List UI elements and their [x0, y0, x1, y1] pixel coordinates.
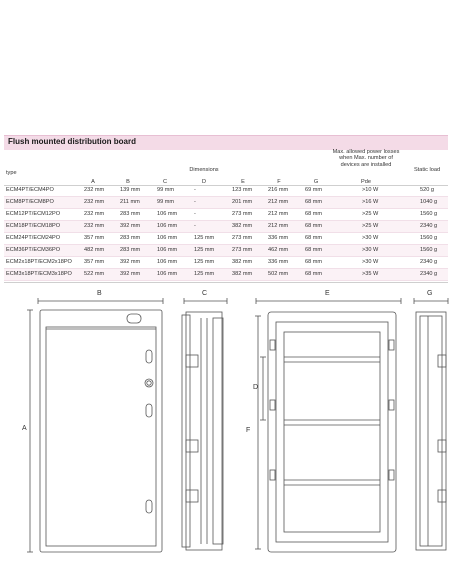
- cell-e: 273 mm: [232, 235, 253, 241]
- cell-c: 106 mm: [157, 223, 178, 229]
- header-type: type: [6, 170, 17, 176]
- cell-c: 106 mm: [157, 211, 178, 217]
- cell-type: ECM2x18PT/ECM2x18PO: [6, 259, 72, 265]
- label-b: B: [97, 290, 102, 297]
- cell-d: -: [194, 199, 196, 205]
- cell-load: 1560 g: [420, 211, 438, 217]
- cell-g: 68 mm: [305, 235, 323, 241]
- cell-pde: >30 W: [362, 259, 379, 265]
- cell-c: 106 mm: [157, 247, 178, 253]
- cell-f: 212 mm: [268, 223, 289, 229]
- section-title: Flush mounted distribution board: [8, 137, 136, 146]
- cell-e: 382 mm: [232, 259, 253, 265]
- header-max-power: Max. allowed power losses when Max. number of devices are installed: [332, 149, 400, 168]
- cell-load: 2340 g: [420, 259, 438, 265]
- label-a: A: [22, 425, 27, 432]
- cell-f: 212 mm: [268, 199, 289, 205]
- header-col-a: A: [91, 179, 95, 185]
- cell-e: 382 mm: [232, 271, 253, 277]
- cell-e: 201 mm: [232, 199, 253, 205]
- cell-type: ECM24PT/ECM24PO: [6, 235, 61, 241]
- cell-g: 68 mm: [305, 211, 323, 217]
- cell-load: 1560 g: [420, 247, 438, 253]
- side-view-drawing: [182, 298, 227, 550]
- cell-load: 1040 g: [420, 199, 438, 205]
- cell-c: 106 mm: [157, 271, 178, 277]
- cell-load: 2340 g: [420, 271, 438, 277]
- cell-g: 68 mm: [305, 259, 323, 265]
- cell-d: -: [194, 211, 196, 217]
- cell-a: 522 mm: [84, 271, 105, 277]
- cell-type: ECM3x18PT/ECM3x18PO: [6, 271, 72, 277]
- cell-type: ECM18PT/ECM18PO: [6, 223, 61, 229]
- cell-d: 125 mm: [194, 235, 215, 241]
- cell-b: 211 mm: [120, 199, 140, 205]
- header-col-g: G: [313, 179, 319, 185]
- header-pde: Pde: [361, 179, 371, 185]
- cell-load: 520 g: [420, 187, 434, 193]
- cell-e: 273 mm: [232, 211, 253, 217]
- cell-type: ECM36PT/ECM36PO: [6, 247, 61, 253]
- cell-pde: >25 W: [362, 211, 379, 217]
- label-c: C: [202, 290, 208, 297]
- cell-g: 69 mm: [305, 187, 323, 193]
- label-g: G: [427, 290, 433, 297]
- cell-b: 139 mm: [120, 187, 141, 193]
- cell-e: 123 mm: [232, 187, 253, 193]
- header-col-b: B: [126, 179, 130, 185]
- cell-type: ECM8PT/ECM8PO: [6, 199, 54, 205]
- cell-a: 357 mm: [84, 235, 105, 241]
- cell-f: 216 mm: [268, 187, 289, 193]
- cell-d: 125 mm: [194, 271, 215, 277]
- cell-b: 392 mm: [120, 259, 141, 265]
- cell-a: 482 mm: [84, 247, 105, 253]
- cell-d: 125 mm: [194, 247, 215, 253]
- header-col-e: E: [241, 179, 245, 185]
- back-view-drawing: [255, 298, 401, 552]
- front-view-drawing: [27, 298, 163, 552]
- cell-f: 502 mm: [268, 271, 289, 277]
- cell-f: 336 mm: [268, 235, 289, 241]
- cell-g: 68 mm: [305, 271, 323, 277]
- cell-a: 357 mm: [84, 259, 105, 265]
- depth-view-drawing: [414, 298, 448, 550]
- cell-c: 99 mm: [157, 187, 175, 193]
- cell-b: 283 mm: [120, 211, 141, 217]
- header-col-f: F: [277, 179, 281, 185]
- cell-pde: >10 W: [362, 187, 379, 193]
- cell-pde: >35 W: [362, 271, 379, 277]
- cell-pde: >16 W: [362, 199, 379, 205]
- cell-load: 2340 g: [420, 223, 438, 229]
- label-e: E: [325, 290, 330, 297]
- cell-a: 232 mm: [84, 187, 105, 193]
- cell-g: 68 mm: [305, 247, 323, 253]
- cell-pde: >25 W: [362, 223, 379, 229]
- cell-e: 273 mm: [232, 247, 253, 253]
- cell-b: 392 mm: [120, 271, 141, 277]
- cell-type: ECM12PT/ECM12PO: [6, 211, 61, 217]
- cell-a: 232 mm: [84, 223, 105, 229]
- label-f: F: [246, 427, 251, 434]
- label-d: D: [253, 384, 259, 391]
- cell-d: 125 mm: [194, 259, 215, 265]
- cell-b: 283 mm: [120, 247, 141, 253]
- header-dimensions: Dimensions: [189, 167, 219, 173]
- cell-g: 68 mm: [305, 199, 323, 205]
- cell-f: 462 mm: [268, 247, 289, 253]
- cell-b: 283 mm: [120, 235, 141, 241]
- cell-c: 106 mm: [157, 259, 178, 265]
- cell-f: 336 mm: [268, 259, 289, 265]
- cell-b: 392 mm: [120, 223, 141, 229]
- cell-c: 106 mm: [157, 235, 178, 241]
- header-col-d: D: [201, 179, 207, 185]
- cell-a: 232 mm: [84, 211, 105, 217]
- header-static-load: Static load: [413, 167, 441, 173]
- cell-e: 382 mm: [232, 223, 253, 229]
- cell-f: 212 mm: [268, 211, 289, 217]
- cell-d: -: [194, 187, 196, 193]
- cell-g: 68 mm: [305, 223, 323, 229]
- header-col-c: C: [162, 179, 168, 185]
- cell-c: 99 mm: [157, 199, 175, 205]
- cell-pde: >30 W: [362, 247, 379, 253]
- cell-pde: >30 W: [362, 235, 379, 241]
- cell-a: 232 mm: [84, 199, 105, 205]
- cell-type: ECM4PT/ECM4PO: [6, 187, 54, 193]
- cell-d: -: [194, 223, 196, 229]
- cell-load: 1560 g: [420, 235, 438, 241]
